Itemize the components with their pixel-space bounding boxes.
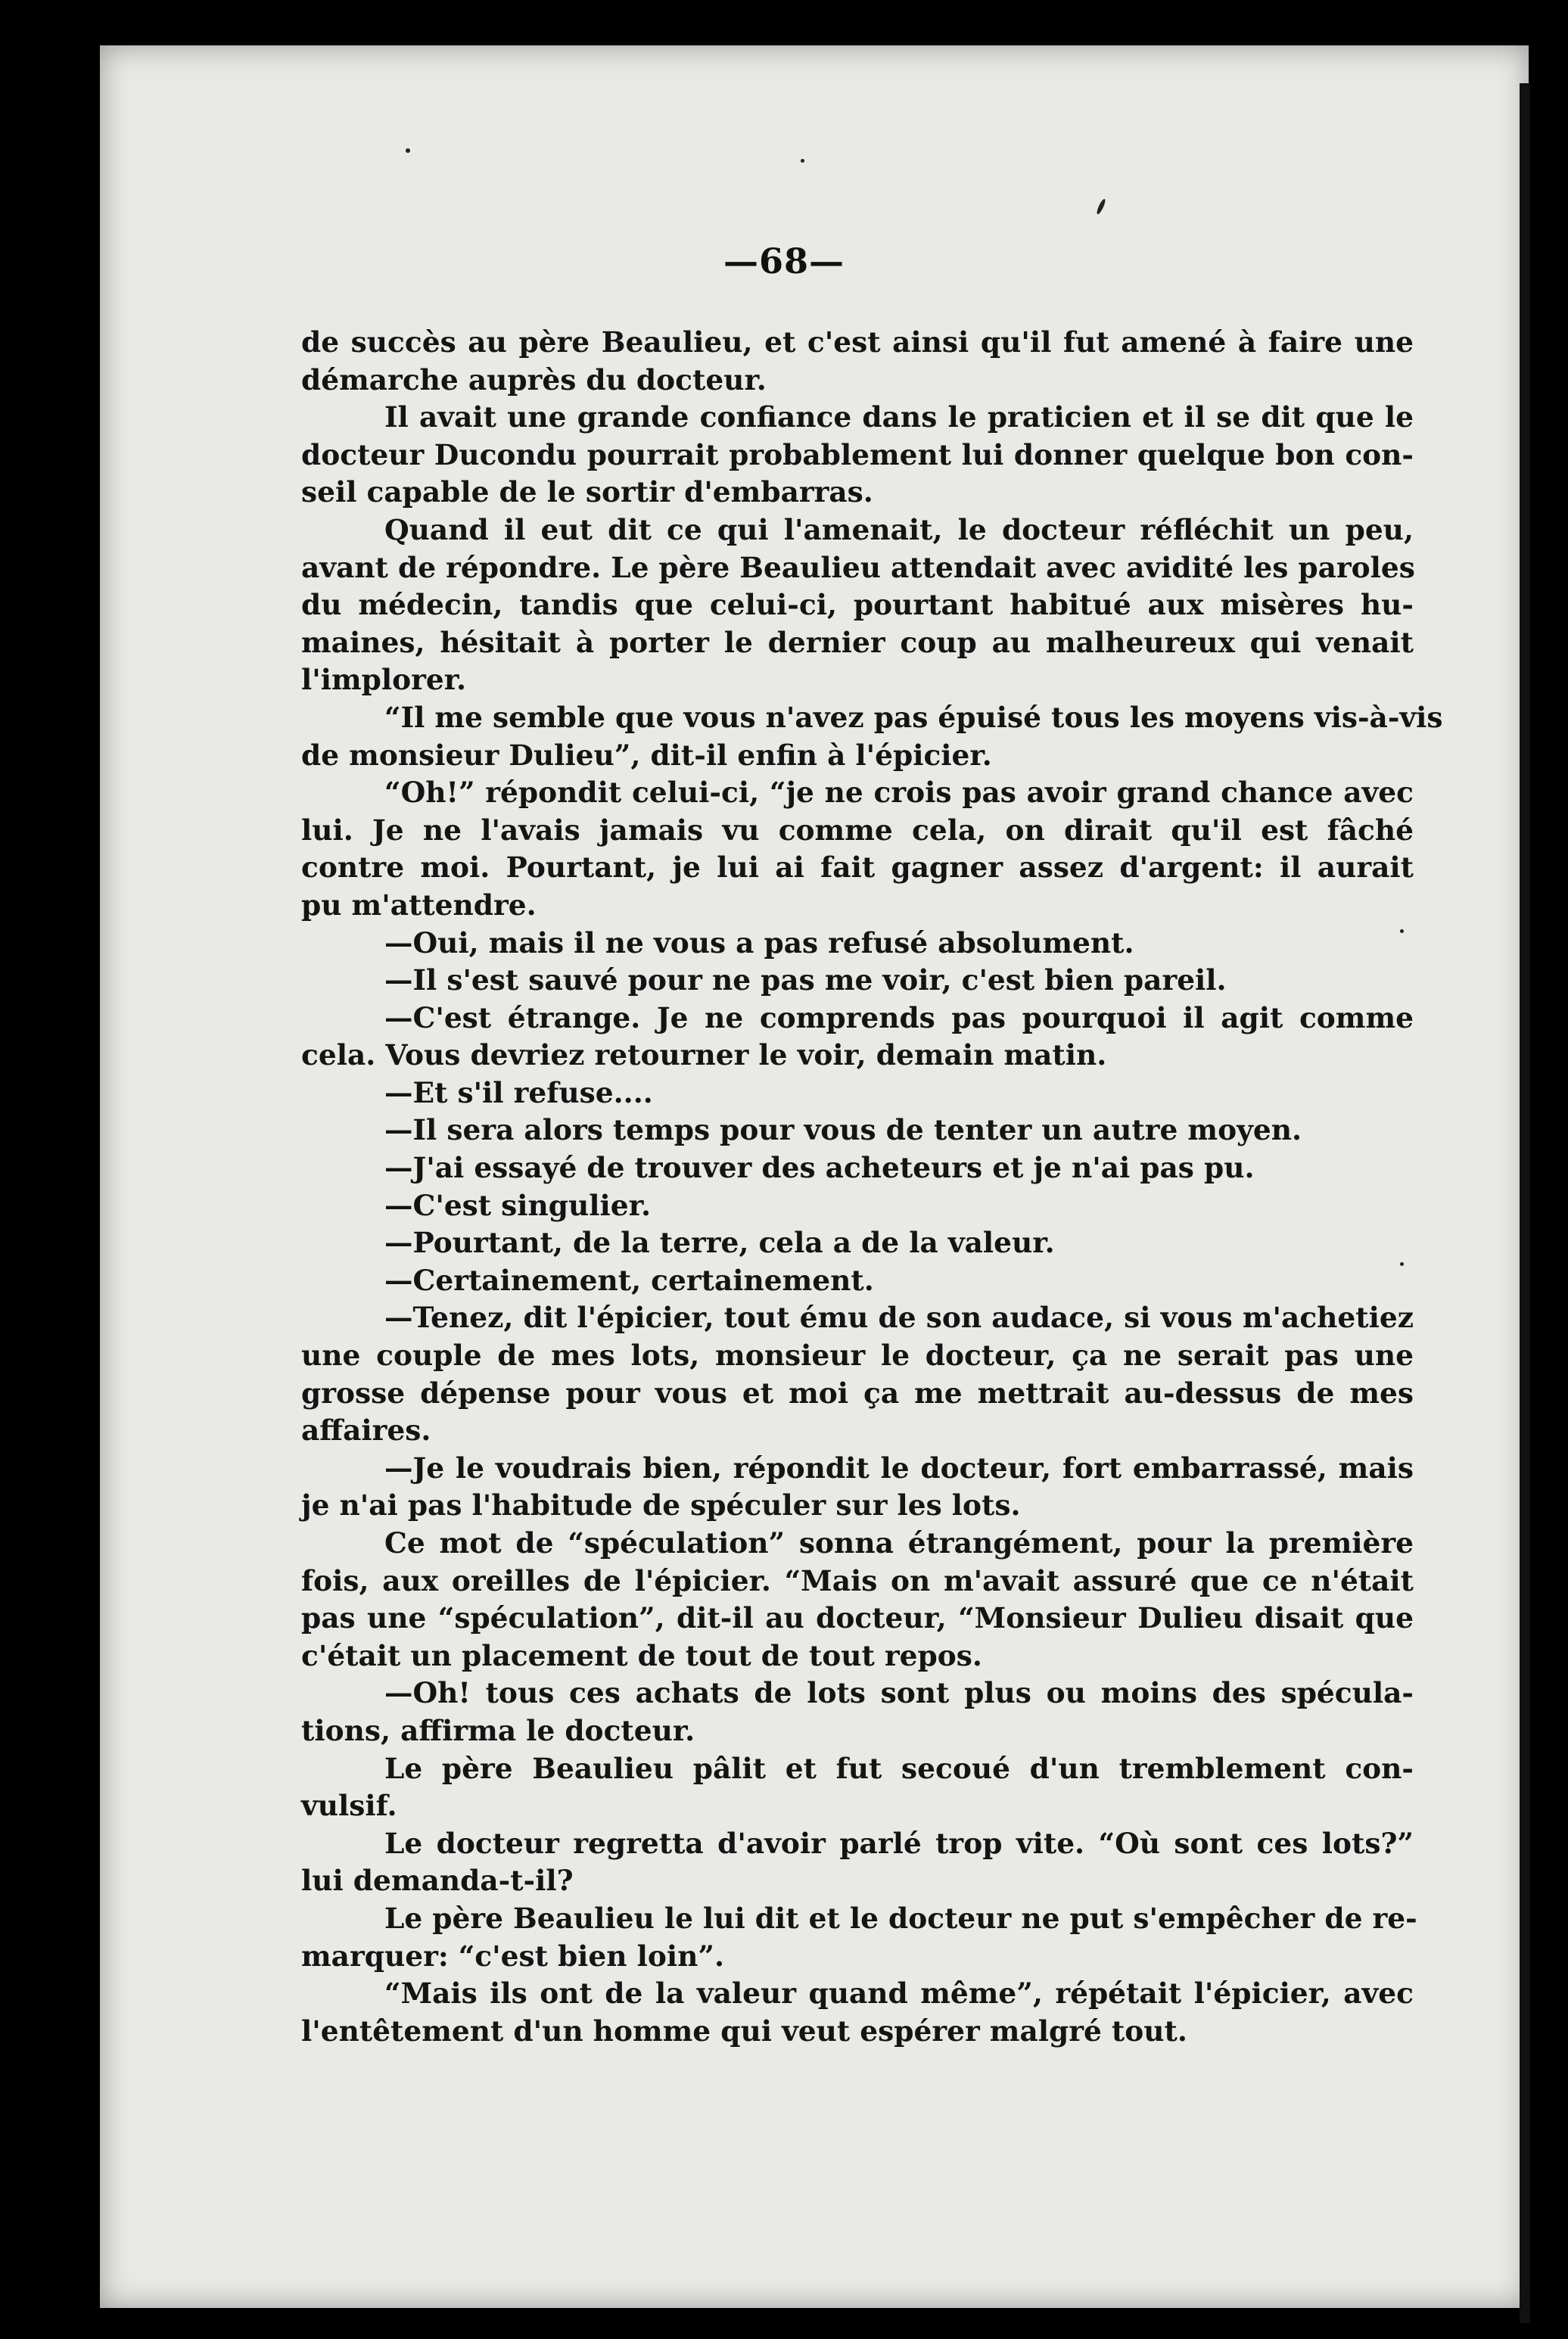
text-line: vulsif. [301,1789,397,1823]
text-line: —Tenez, dit l'épicier, tout ému de son audace, si vous m'achetiez [384,1301,1414,1335]
text-line: contre moi. Pourtant, je lui ai fait gagner assez d'argent: il aurait [301,851,1414,885]
page-number: —68— [723,241,845,281]
text-line: docteur Ducondu pourrait probablement lui donner quelque bon con- [301,437,1414,471]
text-line: avant de répondre. Le père Beaulieu attendait avec avidité les paroles [301,550,1415,584]
text-line: Le docteur regretta d'avoir parlé trop vite. “Où sont ces lots?” [384,1826,1414,1860]
text-line: —Oui, mais il ne vous a pas refusé absolument. [384,925,1134,960]
text-line: l'entêtement d'un homme qui veut espérer malgré tout. [301,2014,1187,2048]
text-line: pu m'attendre. [301,888,537,922]
text-line: —Certainement, certainement. [384,1263,874,1297]
page-edge-shadow [1520,83,1530,2323]
text-line: cela. Vous devriez retourner le voir, demain matin. [301,1038,1107,1072]
text-line: —Je le voudrais bien, répondit le docteur, fort embarrassé, mais [384,1451,1414,1485]
text-line: seil capable de le sortir d'embarras. [301,475,873,509]
text-line: “Mais ils ont de la valeur quand même”, répétait l'épicier, avec [384,1977,1414,2011]
text-line: pas une “spéculation”, dit-il au docteur, “Monsieur Dulieu disait que [301,1601,1414,1635]
text-line: Il avait une grande confiance dans le praticien et il se dit que le [384,400,1414,434]
text-line: affaires. [301,1414,431,1448]
text-line: Quand il eut dit ce qui l'amenait, le docteur réfléchit un peu, [384,512,1414,546]
text-line: de monsieur Dulieu”, dit-il enfin à l'épicier. [301,738,992,772]
text-line: du médecin, tandis que celui-ci, pourtant habitué aux misères hu- [301,588,1414,622]
text-line: —Il sera alors temps pour vous de tenter un autre moyen. [384,1113,1302,1147]
text-line: —J'ai essayé de trouver des acheteurs et je n'ai pas pu. [384,1151,1255,1185]
text-line: Le père Beaulieu le lui dit et le docteur ne put s'empêcher de re- [384,1901,1417,1935]
text-line: de succès au père Beaulieu, et c'est ainsi qu'il fut amené à faire une [301,325,1414,359]
body-text [301,324,1443,2050]
text-line: c'était un placement de tout de tout repos. [301,1638,982,1672]
text-line: —Et s'il refuse.... [384,1075,653,1109]
scan-dust [406,148,410,153]
text-line: Le père Beaulieu pâlit et fut secoué d'un tremblement con- [384,1751,1414,1785]
scan-dust [801,159,804,163]
text-line: —C'est étrange. Je ne comprends pas pourquoi il agit comme [384,1000,1414,1034]
text-line: —Pourtant, de la terre, cela a de la valeur. [384,1226,1055,1260]
text-line: “Il me semble que vous n'avez pas épuisé tous les moyens vis-à-vis [384,700,1443,734]
text-line: une couple de mes lots, monsieur le docteur, ça ne serait pas une [301,1339,1414,1373]
text-line: —Oh! tous ces achats de lots sont plus ou moins des spécula- [384,1676,1414,1710]
text-line: lui demanda-t-il? [301,1864,574,1898]
text-line: fois, aux oreilles de l'épicier. “Mais on m'avait assuré que ce n'était [301,1563,1414,1597]
text-line: tions, affirma le docteur. [301,1713,695,1747]
text-line: démarche auprès du docteur. [301,362,767,397]
text-line: maines, hésitait à porter le dernier coup au malheureux qui venait [301,625,1414,659]
text-line: grosse dépense pour vous et moi ça me mettrait au-dessus de mes [301,1376,1414,1410]
text-line: “Oh!” répondit celui-ci, “je ne crois pas avoir grand chance avec [384,776,1414,810]
text-line: —C'est singulier. [384,1188,652,1222]
text-line: lui. Je ne l'avais jamais vu comme cela, on dirait qu'il est fâché [301,813,1414,847]
text-line: marquer: “c'est bien loin”. [301,1939,725,1973]
text-line: je n'ai pas l'habitude de spéculer sur les lots. [301,1488,1021,1523]
text-line: Ce mot de “spéculation” sonna étrangément, pour la première [384,1526,1414,1560]
text-line: —Il s'est sauvé pour ne pas me voir, c'est bien pareil. [384,963,1227,997]
text-line: l'implorer. [301,663,467,697]
